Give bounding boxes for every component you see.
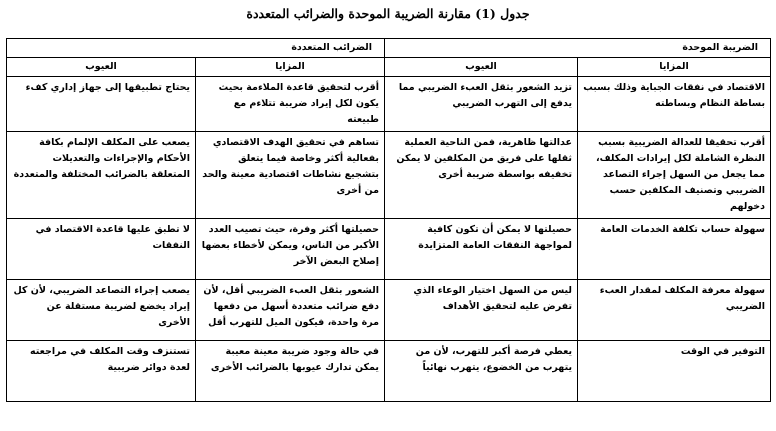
table-row [7, 132, 771, 219]
multiple-advantage-cell: حصيلتها أكثر وفرة، حيث تصيب العدد الأكبر من الناس، ويمكن لأخطاء بعضها إصلاح البعض الآخر [196, 219, 385, 280]
table-title: جدول (1) مقارنة الضريبة الموحدة والضرائب المتعددة [246, 6, 530, 21]
unified-advantages-header: المزايا [578, 58, 771, 77]
multiple-advantage-cell: تساهم في تحقيق الهدف الاقتصادي بفعالية أكثر وخاصة فيما يتعلق بتشجيع نشاطات اقتصادية معينة والحد من أخرى [196, 132, 385, 219]
multiple-advantages-header: المزايا [196, 58, 385, 77]
unified-disadvantage-cell: عدالتها ظاهرية، فمن الناحية العملية ثقلها على فريق من المكلفين لا يمكن تخفيفه بواسطة ضريبة أخرى [385, 132, 578, 219]
unified-disadvantage-cell: حصيلتها لا يمكن أن تكون كافية لمواجهة النفقات العامة المتزايدة [385, 219, 578, 280]
unified-disadvantage-cell: ليس من السهل اختيار الوعاء الذي تفرض عليه لتحقيق الأهداف [385, 280, 578, 341]
multiple-advantage-cell: في حالة وجود ضريبة معينة معيبة يمكن تدارك عيوبها بالضرائب الأخرى [196, 341, 385, 402]
unified-advantage-cell: سهولة معرفة المكلف لمقدار العبء الضريبي [578, 280, 771, 341]
multiple-advantage-cell: أقرب لتحقيق قاعدة الملاءمة بحيث يكون لكل إيراد ضريبة تتلاءم مع طبيعته [196, 77, 385, 132]
unified-advantage-cell: سهولة حساب تكلفة الخدمات العامة [578, 219, 771, 280]
unified-disadvantages-header: العيوب [385, 58, 578, 77]
sub-header-row [7, 58, 771, 77]
table-row [7, 77, 771, 132]
multiple-disadvantage-cell: تستنزف وقت المكلف في مراجعته لعدة دوائر ضريبية [7, 341, 196, 402]
multiple-disadvantage-cell: يصعب إجراء التصاعد الضريبي، لأن كل إيراد يخضع لضريبة مستقلة عن الأخرى [7, 280, 196, 341]
table-row [7, 219, 771, 280]
multiple-taxes-header: الضرائب المتعددة [7, 39, 385, 58]
group-header-row [7, 39, 771, 58]
multiple-disadvantage-cell: يصعب على المكلف الإلمام بكافة الأحكام والإجراءات والتعديلات المتعلقة بالضرائب المختلفة والمتعددة [7, 132, 196, 219]
table-row [7, 341, 771, 402]
unified-advantage-cell: التوفير في الوقت [578, 341, 771, 402]
unified-disadvantage-cell: تزيد الشعور بثقل العبء الضريبي مما يدفع إلى التهرب الضريبي [385, 77, 578, 132]
unified-advantage-cell: الاقتصاد في نفقات الجباية وذلك بسبب بساطة النظام وبساطته [578, 77, 771, 132]
multiple-disadvantage-cell: يحتاج تطبيقها إلى جهاز إداري كفء [7, 77, 196, 132]
comparison-table [6, 38, 771, 402]
unified-disadvantage-cell: يعطي فرصة أكبر للتهرب، لأن من يتهرب من الخضوع، يتهرب نهائياً [385, 341, 578, 402]
multiple-disadvantage-cell: لا تطبق عليها قاعدة الاقتصاد في النفقات [7, 219, 196, 280]
unified-tax-header: الضريبة الموحدة [385, 39, 771, 58]
table-row [7, 280, 771, 341]
unified-advantage-cell: أقرب تحقيقا للعدالة الضريبية بسبب النظرة الشاملة لكل إيرادات المكلف، مما يجعل من السهل إجراء التصاعد الضريبي وتصنيف المكلفين حسب دخولهم [578, 132, 771, 219]
multiple-disadvantages-header: العيوب [7, 58, 196, 77]
multiple-advantage-cell: الشعور بثقل العبء الضريبي أقل، لأن دفع ضرائب متعددة أسهل من دفعها مرة واحدة، فيكون الميل للتهرب أقل [196, 280, 385, 341]
